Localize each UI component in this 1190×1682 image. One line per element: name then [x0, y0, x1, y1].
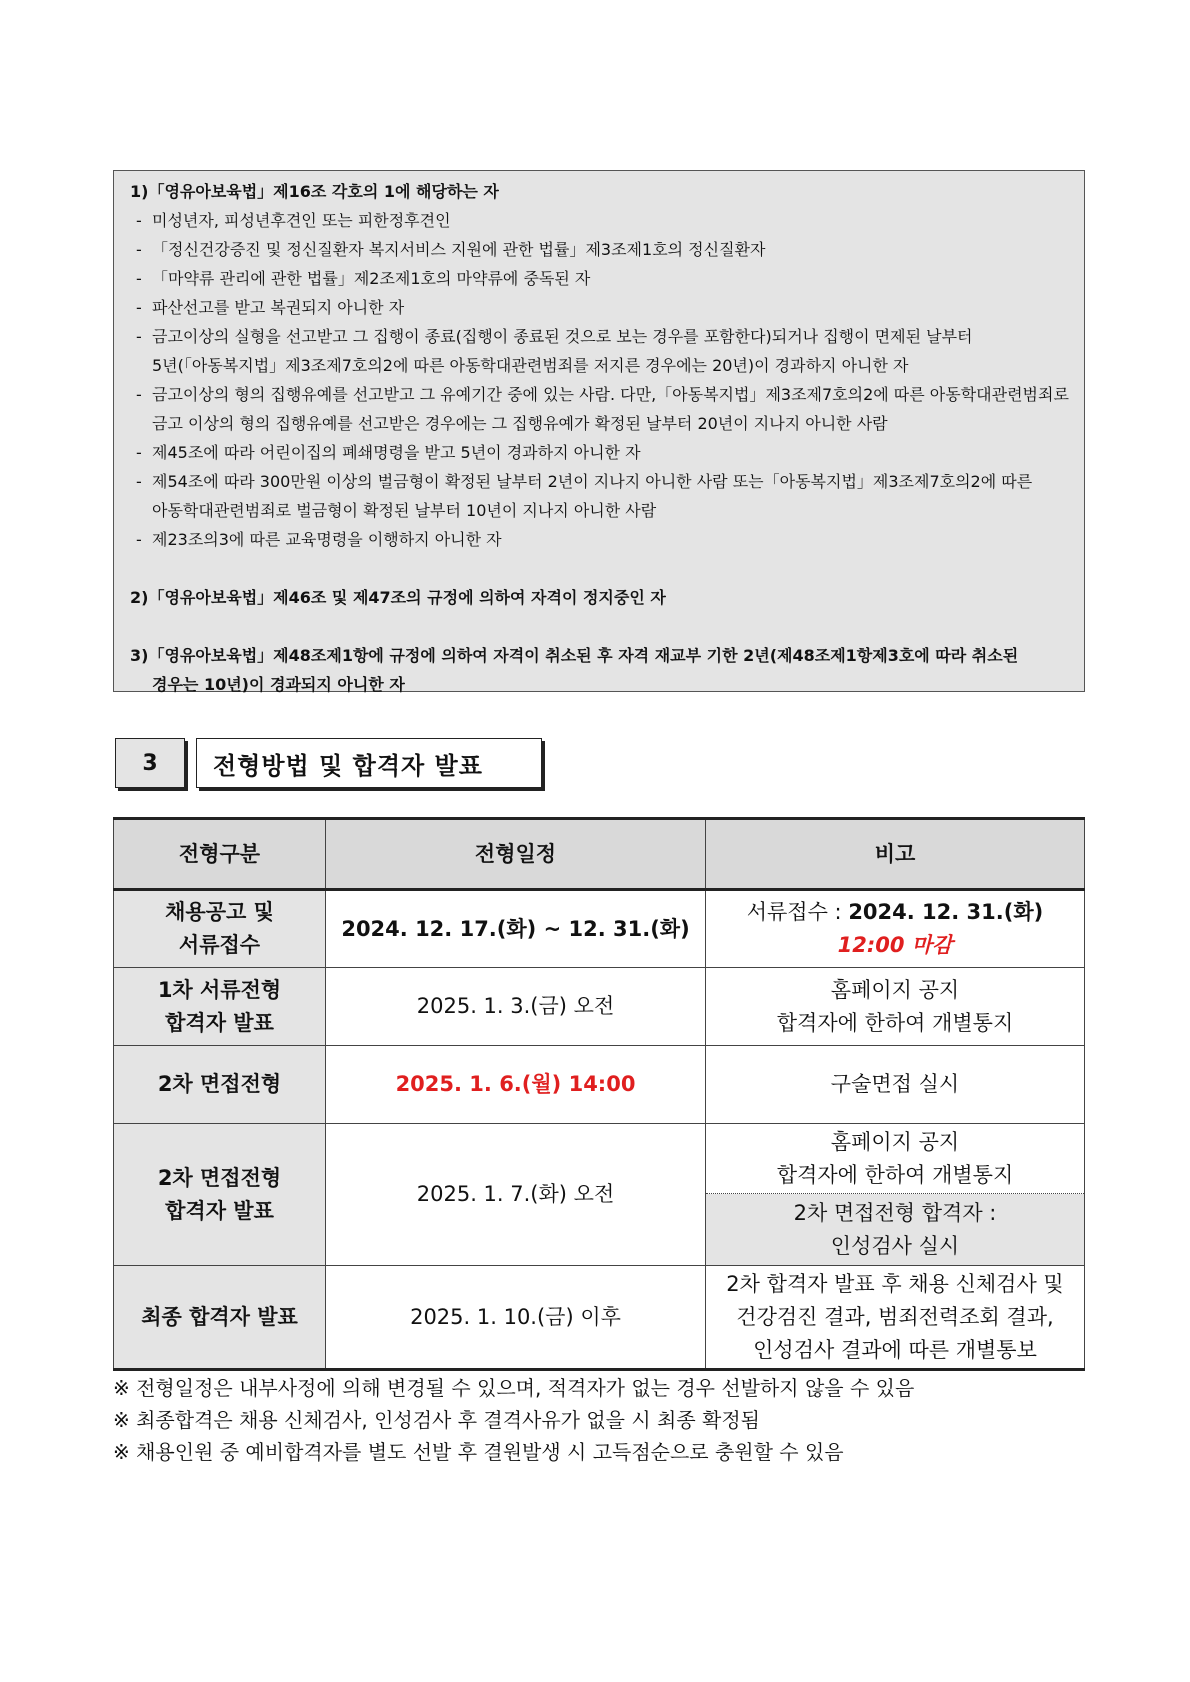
- row-schedule: 2025. 1. 7.(화) 오전: [326, 1124, 706, 1266]
- row-schedule: 2025. 1. 6.(월) 14:00: [326, 1046, 706, 1124]
- qual-item-list: [130, 206, 1070, 554]
- dash-bullet: -: [136, 530, 142, 549]
- dash-bullet: -: [136, 211, 142, 230]
- row-label: 1차 서류전형 합격자 발표: [114, 968, 326, 1046]
- row-note: 2차 합격자 발표 후 채용 신체검사 및 건강검진 결과, 범죄전력조회 결과, 인성검사 결과에 따른 개별통보: [706, 1266, 1085, 1370]
- qual-item-line: 아동학대관련범죄로 벌금형이 확정된 날부터 10년이 지나지 아니한 사람: [152, 501, 657, 520]
- qual-heading-1: 1)「영유아보육법」제16조 각호의 1에 해당하는 자: [130, 182, 499, 201]
- dash-bullet: -: [136, 298, 142, 317]
- qual-heading-3: 3)「영유아보육법」제48조제1항에 규정에 의하여 자격이 취소된 후 자격 재교부 기한 2년(제48조제1항제3호에 따라 취소된: [130, 646, 1019, 665]
- row-schedule: 2024. 12. 17.(화) ~ 12. 31.(화): [326, 890, 706, 968]
- dash-bullet: -: [136, 327, 142, 346]
- qual-heading-3-cont: 경우는 10년)이 경과되지 아니한 자: [152, 675, 405, 694]
- table-row: [114, 1266, 1085, 1370]
- table-header-row: [114, 819, 1085, 890]
- header-category: 전형구분: [114, 819, 326, 890]
- row-label: 2차 면접전형 합격자 발표: [114, 1124, 326, 1266]
- disqualification-box: [113, 170, 1085, 692]
- qual-item: [130, 380, 1070, 438]
- qual-item-line: 금고이상의 실형을 선고받고 그 집행이 종료(집행이 종료된 것으로 보는 경우를 포함한다)되거나 집행이 면제된 날부터: [152, 327, 973, 346]
- row-schedule: 2025. 1. 10.(금) 이후: [326, 1266, 706, 1370]
- row-note: 서류접수 : 2024. 12. 31.(화) 12:00 마감: [706, 890, 1085, 968]
- dash-bullet: -: [136, 385, 142, 404]
- qual-item: [130, 525, 1070, 554]
- qual-item: [130, 467, 1070, 525]
- dash-bullet: -: [136, 472, 142, 491]
- section-number: 3: [115, 738, 185, 788]
- row-note: 홈페이지 공지 합격자에 한하여 개별통지: [706, 1124, 1085, 1194]
- qual-item: [130, 322, 1070, 380]
- header-note: 비고: [706, 819, 1085, 890]
- qual-item-line: 「마약류 관리에 관한 법률」제2조제1호의 마약류에 중독된 자: [152, 269, 591, 288]
- footnote: ※ 채용인원 중 예비합격자를 별도 선발 후 결원발생 시 고득점순으로 충원할 수 있음: [113, 1440, 844, 1464]
- schedule-table: [113, 817, 1085, 1371]
- qual-item-line: 금고이상의 형의 집행유예를 선고받고 그 유예기간 중에 있는 사람. 다만,「아동복지법」제3조제7호의2에 따른 아동학대관련범죄로: [152, 385, 1069, 404]
- qual-item-line: 「정신건강증진 및 정신질환자 복지서비스 지원에 관한 법률」제3조제1호의 정신질환자: [152, 240, 766, 259]
- section-title: 전형방법 및 합격자 발표: [196, 738, 542, 788]
- qual-item: [130, 293, 1070, 322]
- dash-bullet: -: [136, 443, 142, 462]
- qual-item-line: 제23조의3에 따른 교육명령을 이행하지 아니한 자: [152, 530, 502, 549]
- qual-item-line: 제54조에 따라 300만원 이상의 벌금형이 확정된 날부터 2년이 지나지 아니한 사람 또는「아동복지법」제3조제7호의2에 따른: [152, 472, 1033, 491]
- qual-item-line: 금고 이상의 형의 집행유예를 선고받은 경우에는 그 집행유예가 확정된 날부터 20년이 지나지 아니한 사람: [152, 414, 888, 433]
- qual-item-line: 제45조에 따라 어린이집의 폐쇄명령을 받고 5년이 경과하지 아니한 자: [152, 443, 641, 462]
- row-label: 2차 면접전형: [114, 1046, 326, 1124]
- row-note-sub: 2차 면접전형 합격자 : 인성검사 실시: [706, 1194, 1085, 1266]
- row-label: 채용공고 및 서류접수: [114, 890, 326, 968]
- qual-item-line: 5년(「아동복지법」제3조제7호의2에 따른 아동학대관련범죄를 저지른 경우에는 20년)이 경과하지 아니한 자: [152, 356, 909, 375]
- header-schedule: 전형일정: [326, 819, 706, 890]
- dash-bullet: -: [136, 269, 142, 288]
- row-note: 구술면접 실시: [706, 1046, 1085, 1124]
- row-schedule: 2025. 1. 3.(금) 오전: [326, 968, 706, 1046]
- qual-item: [130, 438, 1070, 467]
- row-note: 홈페이지 공지 합격자에 한하여 개별통지: [706, 968, 1085, 1046]
- table-row: [114, 1124, 1085, 1194]
- dash-bullet: -: [136, 240, 142, 259]
- footnote: ※ 전형일정은 내부사정에 의해 변경될 수 있으며, 적격자가 없는 경우 선발하지 않을 수 있음: [113, 1376, 915, 1400]
- qual-item: [130, 264, 1070, 293]
- table-row: [114, 890, 1085, 968]
- row-label: 최종 합격자 발표: [114, 1266, 326, 1370]
- qual-item-line: 미성년자, 피성년후견인 또는 피한정후견인: [152, 211, 451, 230]
- deadline-text: 12:00 마감: [837, 933, 953, 957]
- qual-heading-2: 2)「영유아보육법」제46조 및 제47조의 규정에 의하여 자격이 정지중인 자: [130, 588, 666, 607]
- qual-item: [130, 235, 1070, 264]
- qual-item: [130, 206, 1070, 235]
- footnote: ※ 최종합격은 채용 신체검사, 인성검사 후 결격사유가 없을 시 최종 확정됨: [113, 1408, 760, 1432]
- footnotes: [113, 1372, 1084, 1468]
- qual-item-line: 파산선고를 받고 복권되지 아니한 자: [152, 298, 405, 317]
- table-row: [114, 1046, 1085, 1124]
- table-row: [114, 968, 1085, 1046]
